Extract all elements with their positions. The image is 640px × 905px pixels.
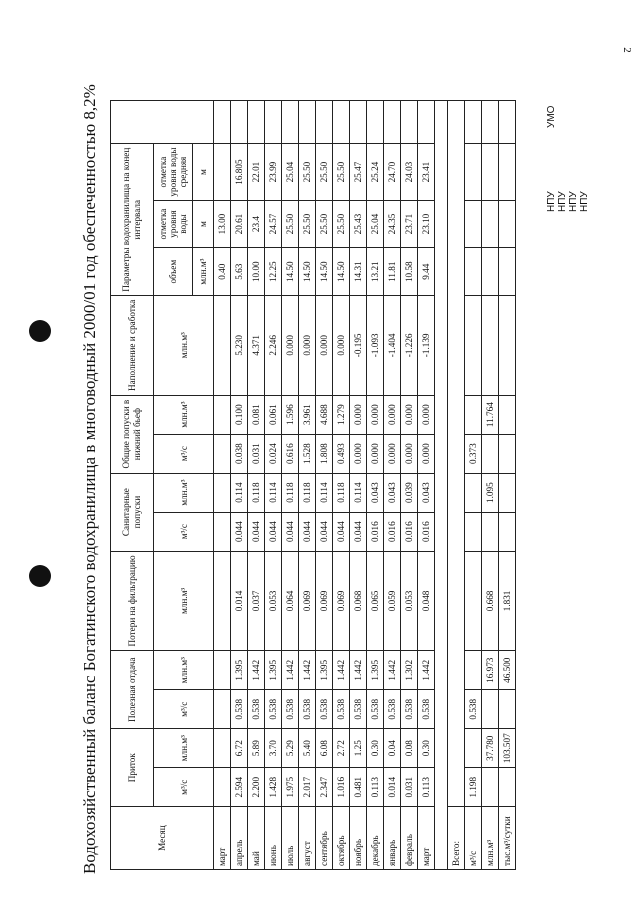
cell-w-filt: 0.014	[231, 551, 248, 651]
totals-empty	[448, 101, 465, 807]
table-row	[401, 101, 418, 870]
cell-lvl: 13.00	[214, 200, 231, 248]
cell-lvl: 25.50	[316, 200, 333, 248]
cell-lvl-avg: 23.99	[265, 144, 282, 200]
cell-lvl-avg: 25.04	[282, 144, 299, 200]
cell-q-rel	[214, 434, 231, 473]
cell-lvl: 24.57	[265, 200, 282, 248]
cell-lvl: 25.50	[299, 200, 316, 248]
note-npu: НПУ	[579, 191, 590, 212]
cell-vol: 10.00	[248, 248, 265, 296]
cell-month: декабрь	[367, 807, 384, 870]
cell-w-use: 1.442	[350, 651, 367, 690]
page-number: 2	[620, 47, 633, 53]
total-d-filt: 1.831	[499, 551, 516, 651]
cell-q-use: 0.538	[333, 690, 350, 729]
total-w-rel: 11.764	[482, 395, 499, 434]
cell-notes	[231, 101, 248, 144]
cell-w-san: 0.118	[248, 473, 265, 512]
cell-q-use: 0.538	[282, 690, 299, 729]
cell-w-use: 1.442	[418, 651, 435, 690]
cell-w-filt	[214, 551, 231, 651]
cell-w-san: 0.043	[367, 473, 384, 512]
cell-notes	[418, 101, 435, 144]
cell-vol: 14.50	[316, 248, 333, 296]
table-row	[299, 101, 316, 870]
total-w-filt: 0.668	[482, 551, 499, 651]
cell-w-filt: 0.059	[384, 551, 401, 651]
cell-month: февраль	[401, 807, 418, 870]
cell-month: июль	[282, 807, 299, 870]
cell-lvl: 23.10	[418, 200, 435, 248]
unit-w-in: млн.м³	[154, 729, 214, 768]
cell-q-in: 2.347	[316, 768, 333, 807]
unit-q-rel: м³/с	[154, 434, 214, 473]
cell-month: март	[418, 807, 435, 870]
cell-q-use: 0.538	[367, 690, 384, 729]
cell-w-in: 5.29	[282, 729, 299, 768]
cell-w-san: 0.114	[265, 473, 282, 512]
cell-q-rel: 0.616	[282, 434, 299, 473]
cell-q-use: 0.538	[299, 690, 316, 729]
cell-vol: 14.31	[350, 248, 367, 296]
cell-q-san	[214, 512, 231, 551]
cell-w-rel: 0.100	[231, 395, 248, 434]
cell-fill: -0.195	[350, 296, 367, 396]
cell-w-filt: 0.069	[333, 551, 350, 651]
cell-lvl: 25.43	[350, 200, 367, 248]
cell-q-rel: 0.000	[367, 434, 384, 473]
cell-q-san: 0.016	[418, 512, 435, 551]
cell-fill: -1.093	[367, 296, 384, 396]
cell-w-rel: 1.279	[333, 395, 350, 434]
cell-vol: 0.40	[214, 248, 231, 296]
unit-w-filt: млн.м³	[154, 551, 214, 651]
cell-w-filt: 0.069	[316, 551, 333, 651]
unit-w-use: млн.м³	[154, 651, 214, 690]
header-fill: Наполнение и сработка	[111, 296, 154, 396]
cell-w-use: 1.442	[248, 651, 265, 690]
cell-w-in: 0.30	[418, 729, 435, 768]
cell-q-san: 0.044	[248, 512, 265, 551]
header-params: Параметры водохранилища на конец интервала	[111, 144, 154, 296]
cell-lvl: 25.50	[333, 200, 350, 248]
cell-month: апрель	[231, 807, 248, 870]
note-npu: НПУ	[557, 191, 568, 212]
cell-month: октябрь	[333, 807, 350, 870]
table-row	[350, 101, 367, 870]
cell-q-in: 1.975	[282, 768, 299, 807]
cell-q-san: 0.044	[333, 512, 350, 551]
cell-q-use: 0.538	[231, 690, 248, 729]
cell-q-in: 0.113	[418, 768, 435, 807]
cell-w-in	[214, 729, 231, 768]
cell-w-filt: 0.037	[248, 551, 265, 651]
cell-w-filt: 0.065	[367, 551, 384, 651]
cell-w-rel	[214, 395, 231, 434]
cell-month: сентябрь	[316, 807, 333, 870]
cell-q-rel: 0.000	[384, 434, 401, 473]
unit-q-san: м³/с	[154, 512, 214, 551]
cell-lvl-avg: 25.50	[299, 144, 316, 200]
cell-q-in: 0.031	[401, 768, 418, 807]
cell-vol: 13.21	[367, 248, 384, 296]
cell-lvl-avg: 25.47	[350, 144, 367, 200]
cell-w-rel: 0.000	[367, 395, 384, 434]
cell-w-rel: 0.000	[418, 395, 435, 434]
cell-w-rel: 0.000	[350, 395, 367, 434]
cell-w-rel: 0.081	[248, 395, 265, 434]
table-row	[316, 101, 333, 870]
cell-lvl: 23.71	[401, 200, 418, 248]
note-npu: НПУ	[546, 191, 557, 212]
cell-lvl-avg: 25.50	[333, 144, 350, 200]
cell-q-san: 0.044	[299, 512, 316, 551]
cell-vol: 11.81	[384, 248, 401, 296]
cell-w-san: 0.043	[384, 473, 401, 512]
cell-month: ноябрь	[350, 807, 367, 870]
cell-fill: 0.000	[333, 296, 350, 396]
cell-w-rel: 0.000	[384, 395, 401, 434]
cell-fill: -1.404	[384, 296, 401, 396]
binder-hole-bottom	[29, 565, 51, 587]
cell-vol: 14.50	[333, 248, 350, 296]
cell-lvl-avg: 24.70	[384, 144, 401, 200]
cell-w-in: 6.72	[231, 729, 248, 768]
cell-w-filt: 0.069	[299, 551, 316, 651]
unit-w-rel: млн.м³	[154, 395, 214, 434]
cell-month: март	[214, 807, 231, 870]
cell-w-san: 0.114	[231, 473, 248, 512]
cell-q-in: 1.016	[333, 768, 350, 807]
blank-row	[435, 101, 448, 870]
cell-q-in: 2.017	[299, 768, 316, 807]
cell-w-san: 0.114	[350, 473, 367, 512]
cell-fill: -1.139	[418, 296, 435, 396]
cell-vol: 10.58	[401, 248, 418, 296]
cell-lvl: 23.4	[248, 200, 265, 248]
cell-w-san: 0.043	[418, 473, 435, 512]
cell-w-san: 0.114	[316, 473, 333, 512]
totals-mln-label: млн.м³	[482, 807, 499, 870]
cell-lvl-avg: 25.50	[316, 144, 333, 200]
cell-fill: -1.226	[401, 296, 418, 396]
cell-lvl-avg: 16.805	[231, 144, 248, 200]
cell-q-in	[214, 768, 231, 807]
cell-lvl-avg: 25.24	[367, 144, 384, 200]
header-volume: объем	[154, 248, 193, 296]
cell-w-in: 2.72	[333, 729, 350, 768]
cell-q-rel: 1.808	[316, 434, 333, 473]
unit-q-use: м³/с	[154, 690, 214, 729]
unit-q-in: м³/с	[154, 768, 214, 807]
totals-m3s-label: м³/с	[465, 807, 482, 870]
rotated-document	[80, 84, 590, 880]
cell-w-use: 1.442	[282, 651, 299, 690]
cell-vol: 14.50	[299, 248, 316, 296]
cell-fill: 0.000	[316, 296, 333, 396]
cell-vol: 12.25	[265, 248, 282, 296]
cell-w-san: 0.118	[299, 473, 316, 512]
cell-w-filt: 0.068	[350, 551, 367, 651]
unit-volume: млн.м³	[193, 248, 214, 296]
cell-lvl-avg	[214, 144, 231, 200]
cell-q-san: 0.044	[282, 512, 299, 551]
header-level: отметка уровня воды	[154, 200, 193, 248]
cell-lvl-avg: 24.03	[401, 144, 418, 200]
total-d-use: 46.500	[499, 651, 516, 690]
cell-w-use: 1.395	[265, 651, 282, 690]
cell-w-rel: 4.688	[316, 395, 333, 434]
cell-q-in: 2.594	[231, 768, 248, 807]
unit-level-avg: м	[193, 144, 214, 200]
cell-q-rel: 0.000	[418, 434, 435, 473]
table-row	[214, 101, 231, 870]
cell-q-use: 0.538	[350, 690, 367, 729]
cell-q-in: 0.113	[367, 768, 384, 807]
cell-notes	[316, 101, 333, 144]
cell-q-san: 0.044	[231, 512, 248, 551]
cell-fill: 0.000	[282, 296, 299, 396]
cell-w-use: 1.442	[333, 651, 350, 690]
note-umo: УМО	[546, 105, 557, 128]
cell-q-rel: 0.024	[265, 434, 282, 473]
table-row	[282, 101, 299, 870]
cell-w-in: 1.25	[350, 729, 367, 768]
cell-q-use: 0.538	[316, 690, 333, 729]
header-useful: Полезная отдача	[111, 651, 154, 729]
cell-month: август	[299, 807, 316, 870]
cell-q-san: 0.044	[350, 512, 367, 551]
table-row	[248, 101, 265, 870]
cell-fill: 4.371	[248, 296, 265, 396]
cell-lvl-avg: 22.01	[248, 144, 265, 200]
cell-w-in: 5.89	[248, 729, 265, 768]
cell-w-use: 1.395	[231, 651, 248, 690]
cell-notes	[350, 101, 367, 144]
cell-lvl-avg: 23.41	[418, 144, 435, 200]
cell-q-rel: 0.038	[231, 434, 248, 473]
cell-month: май	[248, 807, 265, 870]
cell-q-rel: 0.000	[350, 434, 367, 473]
cell-q-rel: 1.528	[299, 434, 316, 473]
cell-w-in: 0.30	[367, 729, 384, 768]
cell-notes	[265, 101, 282, 144]
cell-w-san: 0.118	[282, 473, 299, 512]
table-row	[367, 101, 384, 870]
cell-w-rel: 1.596	[282, 395, 299, 434]
cell-q-in: 0.481	[350, 768, 367, 807]
cell-w-use	[214, 651, 231, 690]
cell-fill: 2.246	[265, 296, 282, 396]
cell-notes	[333, 101, 350, 144]
total-q-use: 0.538	[465, 690, 482, 729]
cell-notes	[384, 101, 401, 144]
cell-w-rel: 0.061	[265, 395, 282, 434]
table-row	[231, 101, 248, 870]
cell-w-in: 3.70	[265, 729, 282, 768]
cell-q-san: 0.016	[367, 512, 384, 551]
cell-q-use: 0.538	[401, 690, 418, 729]
cell-q-use	[214, 690, 231, 729]
note-npu: НПУ	[568, 191, 579, 212]
cell-q-use: 0.538	[265, 690, 282, 729]
cell-q-san: 0.016	[401, 512, 418, 551]
cell-w-in: 0.08	[401, 729, 418, 768]
header-level-avg: отметка уровня воды средняя	[154, 144, 193, 200]
cell-notes	[299, 101, 316, 144]
header-inflow: Приток	[111, 729, 154, 807]
cell-fill: 5.230	[231, 296, 248, 396]
cell-lvl: 24.35	[384, 200, 401, 248]
cell-w-use: 1.395	[367, 651, 384, 690]
cell-w-filt: 0.064	[282, 551, 299, 651]
table-row	[418, 101, 435, 870]
cell-w-rel: 3.961	[299, 395, 316, 434]
unit-w-san: млн.м³	[154, 473, 214, 512]
header-filtration: Потери на фильтрацию	[111, 551, 154, 651]
cell-month: январь	[384, 807, 401, 870]
cell-notes	[367, 101, 384, 144]
cell-q-use: 0.538	[418, 690, 435, 729]
total-q-in: 1.198	[465, 768, 482, 807]
cell-q-rel: 0.000	[401, 434, 418, 473]
header-notes-spacer	[111, 101, 214, 144]
cell-w-use: 1.395	[316, 651, 333, 690]
cell-fill: 0.000	[299, 296, 316, 396]
cell-vol: 5.63	[231, 248, 248, 296]
cell-lvl: 25.04	[367, 200, 384, 248]
cell-month: июнь	[265, 807, 282, 870]
cell-q-rel: 0.031	[248, 434, 265, 473]
cell-notes	[248, 101, 265, 144]
cell-w-filt: 0.048	[418, 551, 435, 651]
header-month: Месяц	[111, 807, 214, 870]
total-w-in: 37.780	[482, 729, 499, 768]
cell-vol: 14.50	[282, 248, 299, 296]
total-w-san: 1.095	[482, 473, 499, 512]
total-d-in: 103.507	[499, 729, 516, 768]
header-sanitary: Санитарные попуски	[111, 473, 154, 551]
cell-w-use: 1.442	[299, 651, 316, 690]
side-notes	[546, 100, 590, 870]
cell-q-san: 0.016	[384, 512, 401, 551]
unit-level: м	[193, 200, 214, 248]
cell-q-san: 0.044	[265, 512, 282, 551]
cell-w-san	[214, 473, 231, 512]
cell-q-use: 0.538	[384, 690, 401, 729]
cell-q-in: 0.014	[384, 768, 401, 807]
cell-q-rel: 0.493	[333, 434, 350, 473]
cell-lvl: 20.61	[231, 200, 248, 248]
cell-w-in: 6.08	[316, 729, 333, 768]
cell-q-san: 0.044	[316, 512, 333, 551]
cell-w-use: 1.442	[384, 651, 401, 690]
cell-w-in: 5.40	[299, 729, 316, 768]
cell-notes	[214, 101, 231, 144]
cell-notes	[401, 101, 418, 144]
unit-fill: млн.м³	[154, 296, 214, 396]
cell-lvl: 25.50	[282, 200, 299, 248]
cell-q-in: 1.428	[265, 768, 282, 807]
cell-fill	[214, 296, 231, 396]
table-row	[384, 101, 401, 870]
cell-q-use: 0.538	[248, 690, 265, 729]
table-row	[265, 101, 282, 870]
table-row	[333, 101, 350, 870]
cell-w-use: 1.302	[401, 651, 418, 690]
cell-notes	[282, 101, 299, 144]
cell-w-in: 0.04	[384, 729, 401, 768]
totals-day-label: тыс.м³/сутки	[499, 807, 516, 870]
total-q-rel: 0.373	[465, 434, 482, 473]
cell-w-san: 0.039	[401, 473, 418, 512]
totals-label: Всего:	[448, 807, 465, 870]
binder-hole-top	[29, 320, 51, 342]
water-balance-table	[110, 100, 516, 870]
total-w-use: 16.973	[482, 651, 499, 690]
header-releases: Общие попуски в нижний бьеф	[111, 395, 154, 473]
cell-vol: 9.44	[418, 248, 435, 296]
cell-w-san: 0.118	[333, 473, 350, 512]
document-title: Водохозяйственный баланс Богатинского водохранилища в многоводный 2000/01 год обеспеченностью 8,2%	[80, 84, 99, 874]
cell-w-rel: 0.000	[401, 395, 418, 434]
cell-w-filt: 0.053	[401, 551, 418, 651]
cell-q-in: 2.200	[248, 768, 265, 807]
cell-w-filt: 0.053	[265, 551, 282, 651]
